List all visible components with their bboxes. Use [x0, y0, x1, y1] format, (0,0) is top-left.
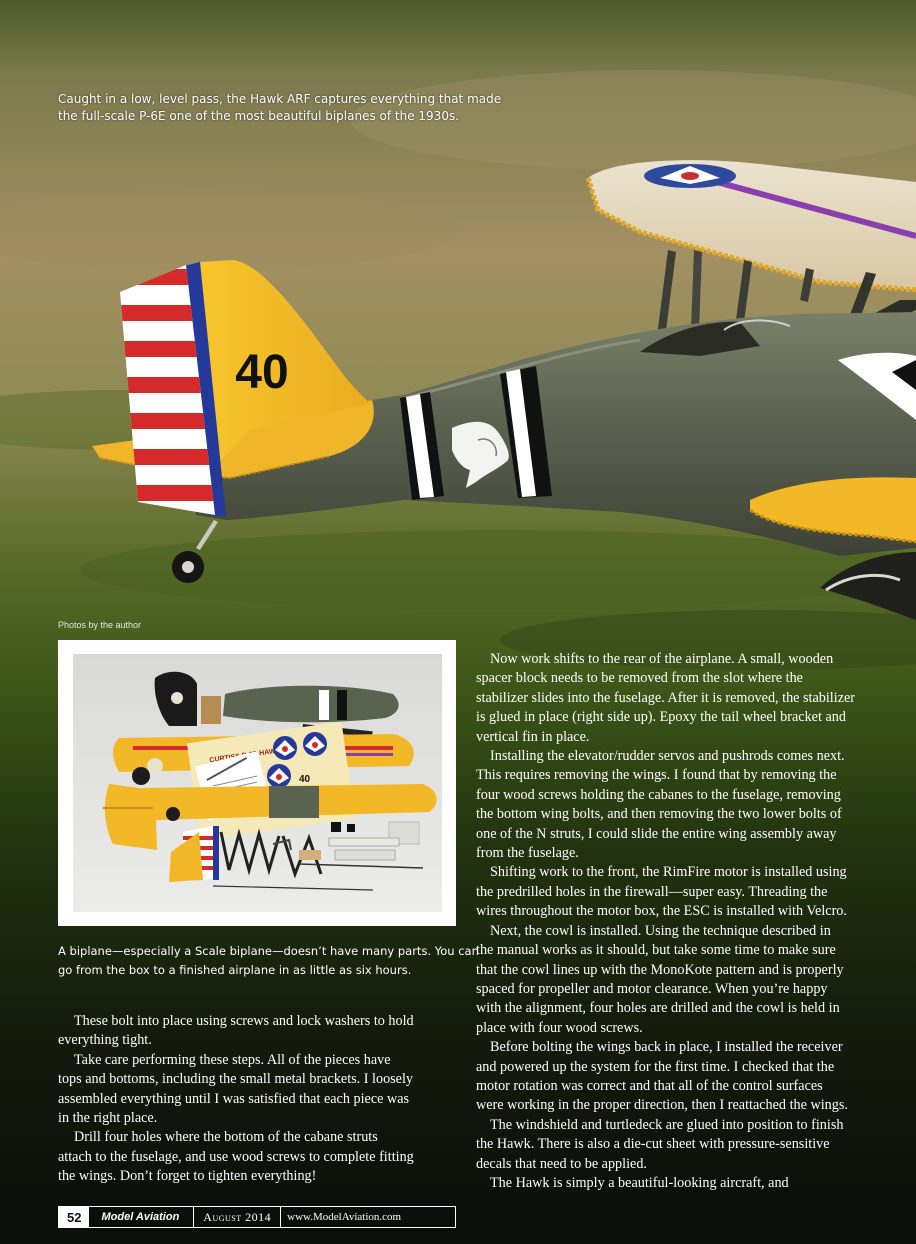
tail-number: 40 — [235, 346, 289, 399]
text-line: Drill four holes where the bottom of the cabane struts — [74, 1129, 378, 1146]
text-line: that the cowl lines up with the MonoKote pattern and is properly — [476, 961, 844, 978]
text-line: spaced for propeller and motor clearance. When you’re happy — [476, 980, 828, 997]
text-line: Now work shifts to the rear of the airplane. A small, wooden — [490, 651, 834, 667]
decal-number: 40 — [299, 774, 311, 785]
text-line: attach to the fuselage, and use wood screws to complete fitting — [58, 1148, 414, 1165]
text-line: were working in the proper direction, then I reattached the wings. — [476, 1097, 848, 1114]
text-line: These bolt into place using screws and lock washers to hold — [74, 1013, 414, 1029]
decal-label: CURTISS HAWK — [209, 747, 281, 765]
text-line: in the right place. — [58, 1110, 158, 1127]
text-line: Shifting work to the front, the RimFire motor is installed using — [490, 864, 847, 881]
text-line: place with four wood screws. — [476, 1019, 643, 1036]
magazine-name: Model Aviation — [89, 1207, 194, 1227]
issue-date — [194, 1207, 281, 1227]
text-line: vertical fin in place. — [476, 728, 590, 745]
text-line: The Hawk is simply a beautiful-looking aircraft, and — [490, 1174, 789, 1191]
text-line: Before bolting the wings back in place, I installed the receiver — [490, 1039, 843, 1056]
text-line: is glued in place (right side up). Epoxy the tail wheel bracket and — [476, 709, 846, 726]
text-line: motor rotation was correct and that all of the control surfaces — [476, 1077, 823, 1094]
text-line: the predrilled holes in the firewall—super easy. Threading the — [476, 883, 828, 900]
body-text-right-column — [476, 650, 876, 1193]
inset-photo-frame — [58, 640, 456, 926]
text-line: the Hawk. There is also a die-cut sheet with pressure-sensitive — [476, 1136, 830, 1153]
kit-parts-illustration — [73, 654, 442, 912]
text-line: with the alignment, four holes are drilled and the cowl is held in — [476, 1000, 840, 1017]
inset-caption-line: A biplane—especially a Scale biplane—doesn’t have many parts. You can — [58, 944, 479, 958]
text-line: tops and bottoms, including the small metal brackets. I loosely — [58, 1071, 414, 1088]
text-line: the manual works as it should, but take some time to make sure — [476, 942, 836, 959]
website-link[interactable]: www.ModelAviation.com — [287, 1211, 402, 1223]
text-line: the wings. Don’t forget to tighten everything! — [58, 1168, 317, 1185]
text-line: The windshield and turtledeck are glued into position to finish — [490, 1116, 844, 1133]
text-line: and powered up the system for the first time. I checked that the — [476, 1058, 835, 1075]
text-line: decals that need to be applied. — [476, 1155, 647, 1172]
text-line: spacer block needs to be removed from the slot where the — [476, 670, 803, 687]
text-line: wires throughout the motor box, the ESC is installed with Velcro. — [476, 903, 847, 920]
text-line: four wood screws holding the cabanes to the fuselage, removing — [476, 786, 841, 803]
photo-credit: Photos by the author — [58, 620, 142, 630]
page-footer — [58, 1206, 456, 1228]
page-number: 52 — [59, 1207, 89, 1227]
text-line: from the fuselage. — [476, 845, 579, 862]
text-line: Next, the cowl is installed. Using the technique described in — [490, 922, 831, 939]
text-line: This requires removing the wings. I found that by removing the — [476, 767, 837, 784]
inset-caption-line: go from the box to a finished airplane in as little as six hours. — [58, 963, 412, 977]
text-line: Installing the elevator/rudder servos and pushrods comes next. — [490, 748, 845, 765]
body-text-left-column — [58, 1012, 458, 1187]
photo-caption-line: the full-scale P-6E one of the most beautiful biplanes of the 1930s. — [58, 109, 460, 123]
photo-caption-line: Caught in a low, level pass, the Hawk ARF captures everything that made — [58, 92, 502, 106]
text-line: assembled everything until I was satisfied that each piece was — [58, 1090, 410, 1107]
text-line: everything tight. — [58, 1032, 152, 1049]
text-line: one of the N struts, I could slide the entire wing assembly away — [476, 825, 837, 842]
text-line: the bottom wing bolts, and then removing the two lower bolts of — [476, 806, 842, 823]
text-line: Take care performing these steps. All of the pieces have — [74, 1051, 391, 1068]
issue-date-text: August 2014 — [203, 1209, 272, 1224]
inset-photo — [73, 654, 442, 912]
photo-caption — [58, 91, 502, 125]
text-line: stabilizer slides into the fuselage. After it is removed, the stabilizer — [476, 689, 856, 706]
inset-caption — [58, 942, 479, 980]
